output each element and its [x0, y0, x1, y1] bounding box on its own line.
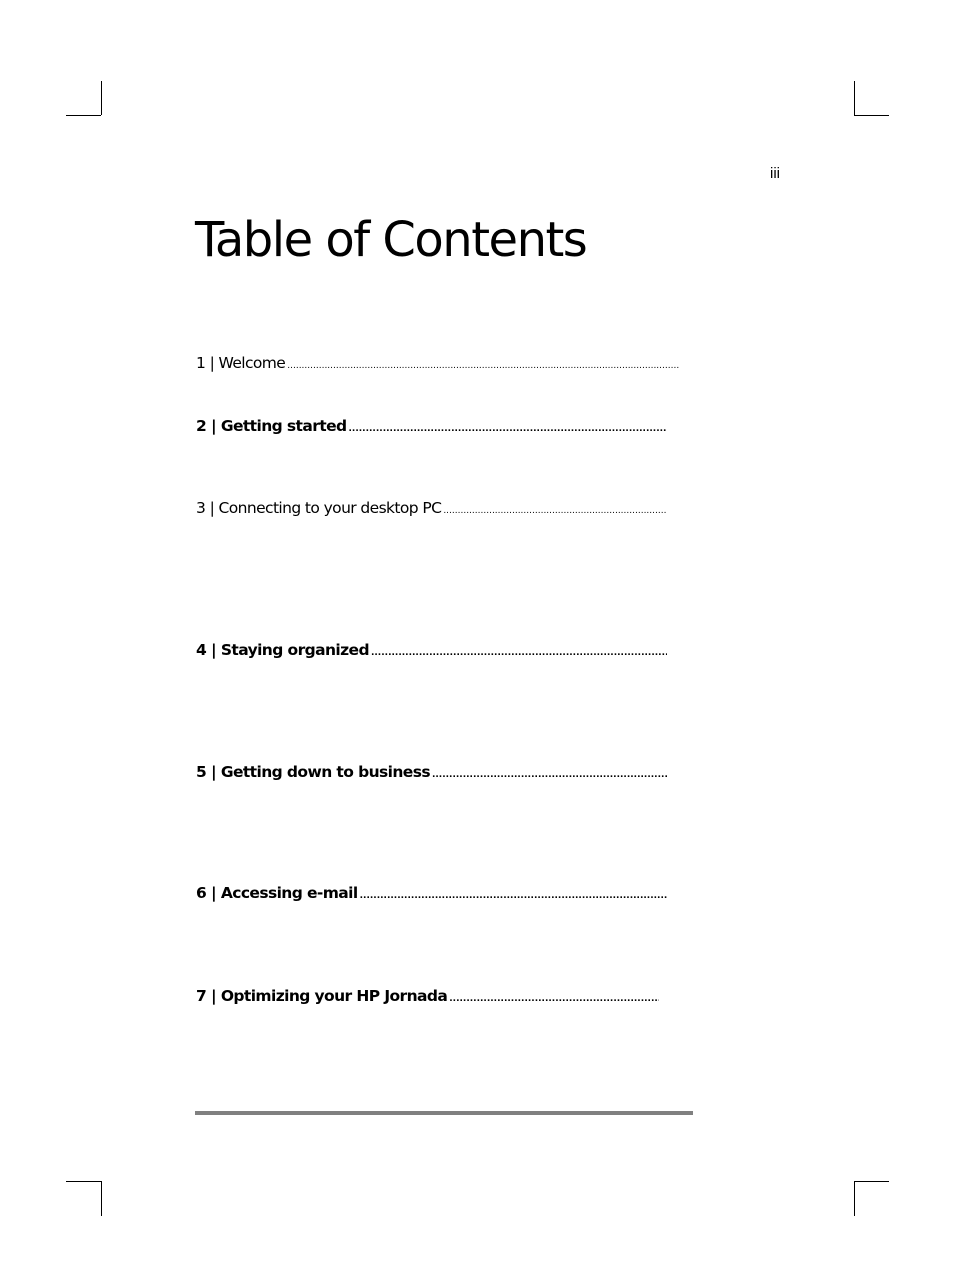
toc-dot-leader — [371, 643, 667, 663]
crop-mark-top-left-vertical — [101, 81, 102, 115]
toc-dot-leader — [443, 501, 667, 521]
toc-entry-staying-organized[interactable] — [196, 640, 667, 663]
crop-mark-top-right-vertical — [854, 81, 855, 115]
toc-entry-connecting[interactable] — [196, 498, 667, 521]
toc-entry-email[interactable] — [196, 883, 667, 906]
toc-entry-business[interactable] — [196, 762, 667, 785]
crop-mark-bottom-right-horizontal — [854, 1181, 889, 1182]
footer-rule — [195, 1111, 693, 1115]
toc-dot-leader — [432, 765, 667, 785]
toc-dot-leader — [349, 419, 668, 439]
crop-mark-top-left-horizontal — [66, 115, 101, 116]
toc-entry-label: 4 | Staying organized — [196, 641, 369, 659]
crop-mark-top-right-horizontal — [854, 115, 889, 116]
toc-entry-label: 6 | Accessing e-mail — [196, 884, 358, 902]
page-number: iii — [770, 165, 780, 182]
toc-entry-label: 3 | Connecting to your desktop PC — [196, 499, 442, 517]
crop-mark-bottom-left-vertical — [101, 1181, 102, 1216]
toc-entry-label: 2 | Getting started — [196, 417, 347, 435]
toc-entry-label: 1 | Welcome — [196, 354, 286, 372]
toc-dot-leader — [287, 356, 679, 376]
page-title: Table of Contents — [195, 212, 587, 268]
toc-dot-leader — [449, 989, 659, 1009]
toc-dot-leader — [360, 886, 667, 906]
crop-mark-bottom-right-vertical — [854, 1181, 855, 1216]
toc-entry-label: 7 | Optimizing your HP Jornada — [196, 987, 448, 1005]
toc-entry-optimizing[interactable] — [196, 986, 659, 1009]
toc-entry-welcome[interactable] — [196, 353, 679, 376]
crop-mark-bottom-left-horizontal — [66, 1181, 101, 1182]
toc-entry-getting-started[interactable] — [196, 416, 667, 439]
toc-entry-label: 5 | Getting down to business — [196, 763, 430, 781]
